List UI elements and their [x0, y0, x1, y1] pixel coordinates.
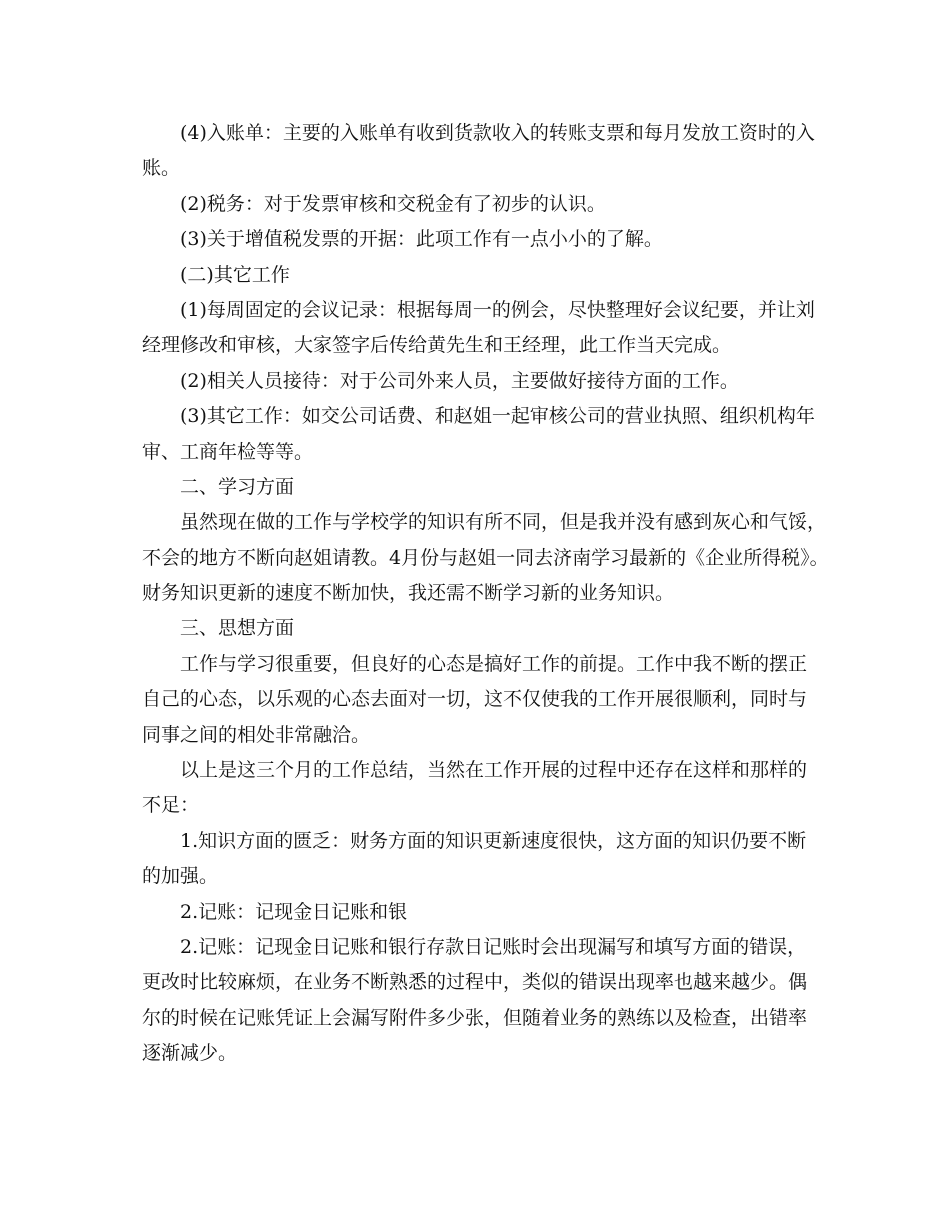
- text-line: (二)其它工作: [180, 263, 290, 286]
- text-line: 财务知识更新的速度不断加快，我还需不断学习新的业务知识。: [142, 582, 675, 605]
- text-line: 逐渐减少。: [142, 1042, 238, 1065]
- text-line: 审、工商年检等等。: [142, 440, 314, 463]
- text-line: 虽然现在做的工作与学校学的知识有所不同，但是我并没有感到灰心和气馁，: [180, 511, 827, 534]
- paragraph-weekly-meeting: [142, 293, 832, 364]
- paragraph-vat-invoice: [142, 222, 832, 257]
- paragraph-knowledge-shortage: [142, 824, 832, 895]
- paragraph-other-tasks: [142, 399, 832, 470]
- text-line: 更改时比较麻烦，在业务不断熟悉的过程中，类似的错误出现率也越来越少。偶: [142, 971, 808, 994]
- text-line: 不会的地方不断向赵姐请教。4月份与赵姐一同去济南学习最新的《企业所得税》。: [142, 546, 829, 569]
- text-line: 账。: [142, 157, 181, 180]
- text-line: 自己的心态，以乐观的心态去面对一切，这不仅使我的工作开展很顺利，同时与: [142, 688, 808, 711]
- paragraph-thinking: [142, 647, 832, 753]
- paragraph-learning: [142, 505, 832, 611]
- paragraph-summary-intro: [142, 753, 832, 824]
- paragraph-entry-slip: [142, 116, 832, 187]
- text-line: 同事之间的相处非常融洽。: [142, 723, 371, 746]
- section-heading-thinking: [142, 611, 832, 646]
- text-line: 以上是这三个月的工作总结，当然在工作开展的过程中还存在这样和那样的: [180, 759, 808, 782]
- text-line: (3)关于增值税发票的开据：此项工作有一点小小的了解。: [180, 228, 663, 251]
- text-line: (2)税务：对于发票审核和交税金有了初步的认识。: [180, 192, 606, 215]
- text-line: 二、学习方面: [180, 475, 295, 498]
- text-line: 2.记账：记现金日记账和银: [180, 900, 408, 923]
- section-heading-other-work: [142, 258, 832, 293]
- document-body: [142, 116, 832, 1072]
- text-line: (4)入账单：主要的入账单有收到货款收入的转账支票和每月发放工资时的入: [180, 122, 815, 144]
- text-line: 经理修改和审核，大家签字后传给黄先生和王经理，此工作当天完成。: [142, 334, 732, 357]
- paragraph-reception: [142, 364, 832, 399]
- text-line: 工作与学习很重要，但良好的心态是搞好工作的前提。工作中我不断的摆正: [180, 652, 808, 675]
- text-line: 三、思想方面: [180, 617, 295, 640]
- text-line: 的加强。: [142, 865, 219, 888]
- paragraph-tax: [142, 187, 832, 222]
- paragraph-bookkeeping: [142, 930, 832, 1072]
- text-line: 不足：: [142, 794, 200, 817]
- text-line: (2)相关人员接待：对于公司外来人员，主要做好接待方面的工作。: [180, 369, 739, 392]
- section-heading-learning: [142, 470, 832, 505]
- paragraph-bookkeeping-fragment: [142, 895, 832, 930]
- text-line: 尔的时候在记账凭证上会漏写附件多少张，但随着业务的熟练以及检查，出错率: [142, 1006, 808, 1029]
- text-line: (3)其它工作：如交公司话费、和赵姐一起审核公司的营业执照、组织机构年: [180, 405, 815, 428]
- text-line: 1.知识方面的匮乏：财务方面的知识更新速度很快，这方面的知识仍要不断: [180, 829, 807, 852]
- text-line: 2.记账：记现金日记账和银行存款日记账时会出现漏写和填写方面的错误，: [180, 935, 807, 958]
- text-line: (1)每周固定的会议记录：根据每周一的例会，尽快整理好会议纪要，并让刘: [180, 298, 815, 321]
